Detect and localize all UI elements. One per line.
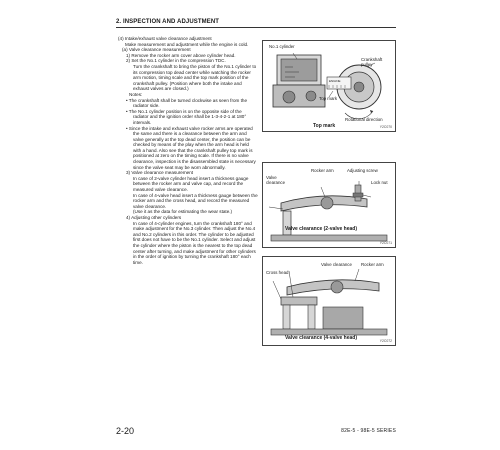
notes-label: Notes: [129, 91, 143, 97]
label-valve-clearance: Valve clearance [321, 262, 352, 267]
step-3-body-2: In case of 4-valve head insert a thickness gauge between the rocker arm and the cross head, and record the measured valve clearance. [133, 192, 258, 209]
note-3: • Since the intake and exhaust valve rocker arms are operated the same and there is a clearance between the arm and valve generally at the top dead center, the position can be checked by means of the play when the arm head is held with a hand. Also see that the crankshaft pulley top mark is positioned at zero on the timing scale. If there is no valve clearance, inspection is the disassembled state is necessary since the valve seat may be worn abnormally. [126, 125, 256, 170]
item4-intro: Make measurement and adjustment while the engine is cold. [125, 41, 249, 47]
label-adjusting-screw: Adjusting screw [347, 168, 378, 173]
step-3-body-1: In case of 2-valve cylinder head insert a thickness gauge between the rocker arm and valve cap, and record the measured valve clearance. [133, 175, 249, 193]
label-valve-clearance: Valve clearance [266, 175, 286, 185]
label-cross-head: Cross head [266, 270, 289, 275]
label-lock-nut: Lock nut [371, 180, 388, 185]
step-1: 1) Remove the rocker arm cover above cylinder head. [126, 52, 236, 58]
caption-valve-clearance-2-valve: Valve clearance (2-valve head) [285, 226, 357, 232]
step-3-body-3: (Use it as the data for estimating the wear state.) [133, 209, 233, 215]
figure-top-mark [262, 40, 396, 132]
step-2-body: Turn the crankshaft to bring the piston of the No.1 cylinder to its compression top dead center while watching the rocker arm motion, timing scale and the top mark position of the crankshaft pulley. (Position where both the intake and exhaust valves are closed.) [133, 63, 257, 92]
note-2: • The No.1 cylinder position is on the opposite side of the radiator and the ignition order shall be 1-3-4-2-1 at 180° intervals. [126, 108, 247, 125]
step-3: 3) Valve clearance measurement [126, 170, 194, 176]
page-number: 2-20 [116, 426, 135, 436]
item4-title: (4) Intake/exhaust valve clearance adjustment [118, 36, 212, 41]
section-header: 2. INSPECTION AND ADJUSTMENT [116, 19, 220, 25]
series-name: 82E-5 - 98E-5 SERIES [341, 428, 396, 434]
sub-a-title: (a) Valve clearance measurement [122, 47, 191, 53]
label-crankshaft-pulley: Crankshaft pulley [361, 57, 383, 67]
figure-valve-clearance-4-valve [262, 256, 396, 346]
label-rotational-direction: Rotational direction [345, 117, 383, 122]
step-2: 2) Set the No.1 cylinder in the compression TDC. [126, 58, 226, 64]
figure-code: Y2C072 [379, 339, 392, 343]
label-rocker-arm: Rocker arm [311, 168, 334, 173]
caption-valve-clearance-4-valve: Valve clearance (4-valve head) [285, 335, 357, 341]
caption-top-mark: Top mark [313, 123, 336, 129]
note-1: • The crankshaft shall be turned clockwise as seen from the radiator side. [126, 97, 248, 109]
step-4: 4) Adjusting other cylinders [126, 215, 182, 220]
procedure-text [118, 36, 258, 265]
label-top-mark: Top mark [319, 96, 338, 101]
figure-code: Y2C071 [379, 241, 392, 245]
label-rocker-arm: Rocker arm [361, 262, 384, 267]
step-4-body: In case of 4-cylinder engines, turn the crankshaft 180° and make adjustment for the No.3 cylinder. Then adjust the No.4 and No.2 cylinders in this order. The cylinder to be adjusted first does not have to be the No.1 cylinder. Select and adjust the cylinder where the piston is the nearest to the top dead center after turning, and make adjustment for other cylinders in the order of ignition by turning the crankshaft 180° each time. [133, 220, 256, 265]
figure-code: Y2C070 [379, 125, 392, 129]
figure-valve-clearance-2-valve [262, 162, 396, 248]
label-timing-scale: ENGINE [329, 79, 341, 83]
label-no1-cylinder: No.1 cylinder [269, 44, 295, 49]
header-rule [116, 27, 396, 28]
